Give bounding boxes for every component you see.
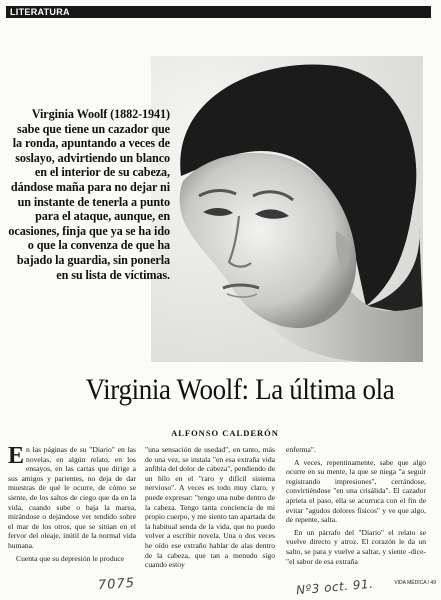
pull-quote: Virginia Woolf (1882-1941) sabe que tiene un cazador que la ronda, apuntando a veces de soslayo, advirtiendo un blanco en el interior de su cabeza, dándose maña para no dejar ni un instante de tenerla a punto para el ataque, aunque, en ocasiones, finja que ya se ha ido o que la convenza de que ha bajado la guardia, sin ponerla en su lista de víctimas. xyxy=(8,107,170,282)
body-paragraph: A veces, repentinamente, sabe que algo ocurre en su mente, la que se niega "a seguir registrando impresiones", cerrándose, convirtiéndose "en una crisálida". El cazador aprieta el paso, ella se acurruca con el fin de evitar "agudos dolores físicos" y ve que algo, de repente, salta. xyxy=(286,457,426,525)
section-label: LITERATURA xyxy=(10,7,70,17)
handwritten-note-left: 7075 xyxy=(97,575,136,594)
page-folio: VIDA MÉDICA / 49 xyxy=(394,580,436,586)
handwritten-note-right: Nº3 oct. 91. xyxy=(295,576,374,598)
author-byline: ALFONSO CALDERÓN xyxy=(171,428,279,438)
body-paragraph: enferma". xyxy=(286,445,316,454)
body-paragraph: Cuenta que su depresión le produce xyxy=(16,553,125,563)
body-paragraph: "una sensación de usedad", en tanto, más de una vez, se instala "en esa extraña vida anfibia del dolor de cabeza", pendiendo de un hilo en el "raro y difícil sistema nervioso". A veces es todo muy claro, y puede expresar: "tengo una nube dentro de la cabeza. Tengo tanta conciencia de mi propio cuerpo, y me siento tan apartada de la habitual senda de la vida, que no puedo volver a escribir novela. Una o dos veces he oído ese extraño hablar de alas dentro de la cabeza, que tan a menudo sigo cuando estoy xyxy=(145,445,275,570)
body-column-1 xyxy=(8,445,136,566)
drop-cap: E xyxy=(8,443,25,469)
portrait-illustration xyxy=(151,56,423,362)
article-headline: Virginia Woolf: La última ola xyxy=(85,373,395,406)
body-column-3 xyxy=(286,445,426,569)
author-portrait-photo xyxy=(151,56,423,362)
body-column-2 xyxy=(145,445,275,573)
body-paragraph: n las páginas de su "Diario" en las novelas, en algún relato, en los ensayos, en las cartas que dirige a sus amigos y parientes, no deja de dar muestras de qué le ocurre, de cómo se siente, de los saltos de ciego que da en la vida, cuando sube o baja la marea, mirándose o dejándose ver tendido sobre el mar de los otros, que se sitúan en el fervor del oleaje, inútil de la normal vida humana. xyxy=(8,445,136,550)
body-paragraph: En un párrafo del "Diario" el relato se vuelve directo y atroz. El corazón le da un salto, se para y vuelve a saltar, y siente -dice- "el sabor de esa extraña xyxy=(286,527,426,566)
